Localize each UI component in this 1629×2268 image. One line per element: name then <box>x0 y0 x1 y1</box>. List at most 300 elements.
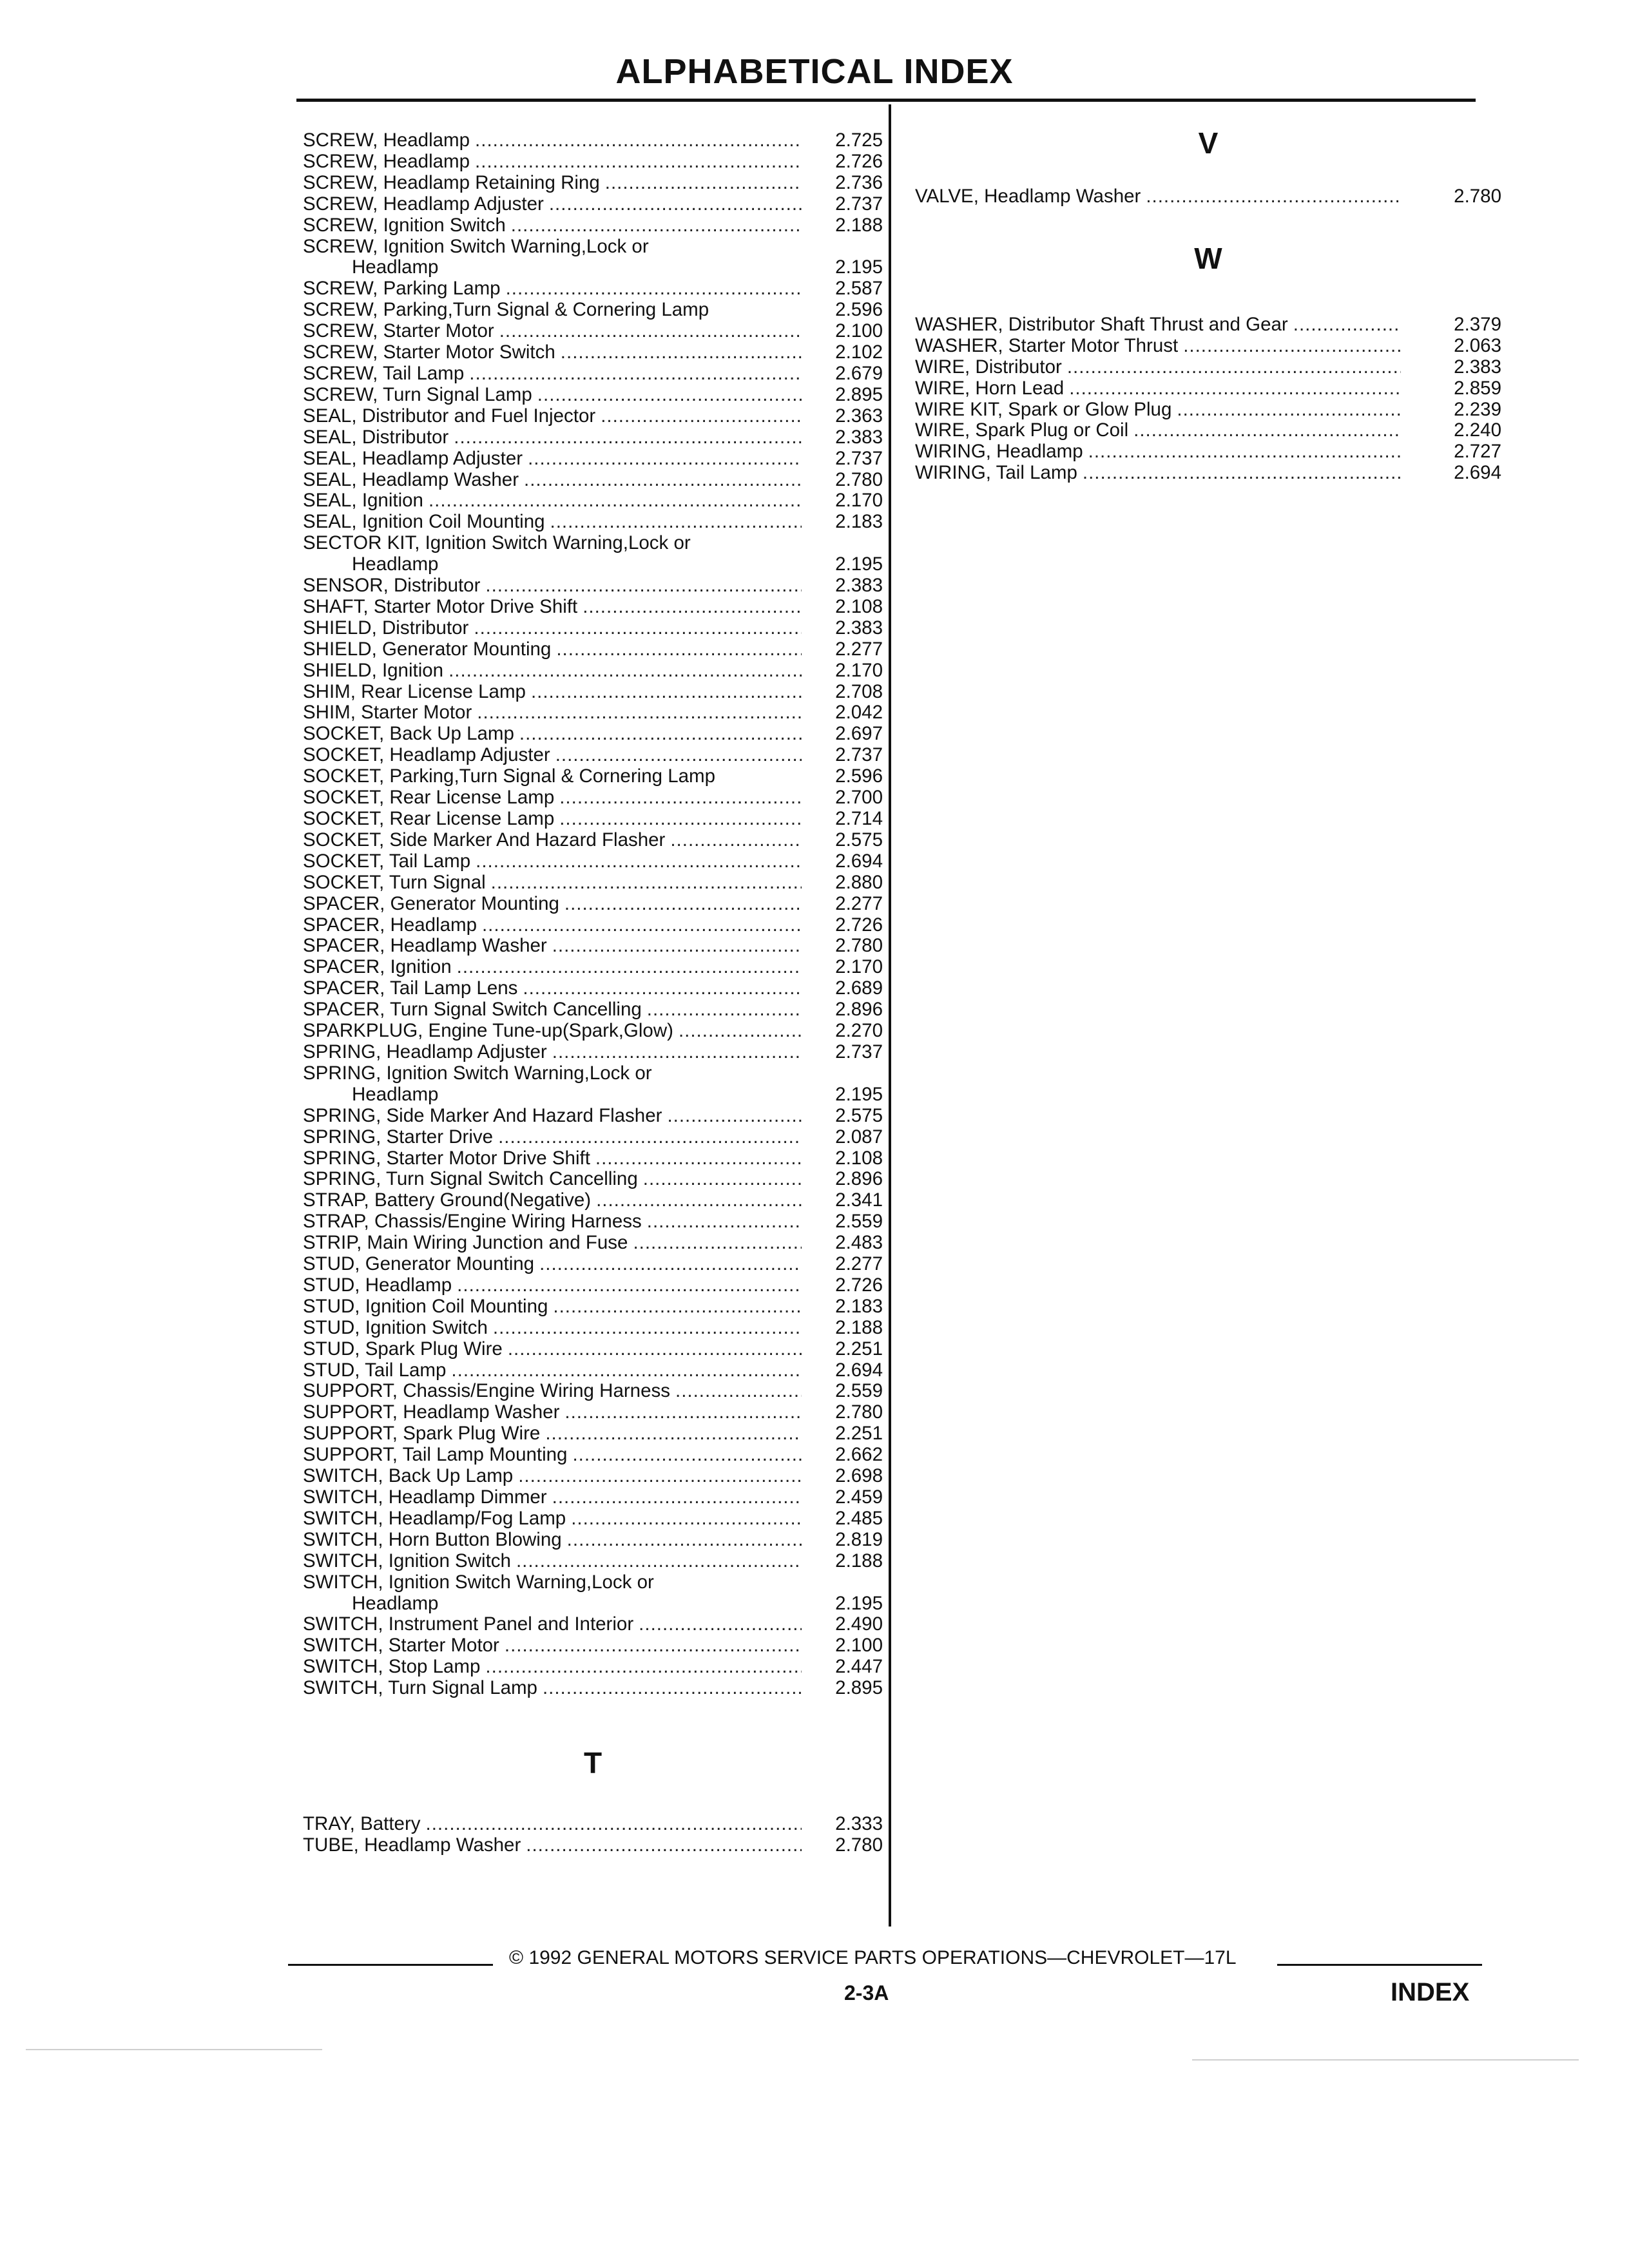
leader-dots <box>448 660 802 682</box>
entry-page: 2.880 <box>835 871 883 893</box>
entry-page: 2.587 <box>835 278 883 300</box>
entry-text: SHIM, Rear License Lamp <box>303 681 526 702</box>
entry-page: 2.108 <box>835 1147 883 1169</box>
entry-page: 2.737 <box>835 1041 883 1062</box>
entry-text: STRIP, Main Wiring Junction and Fuse <box>303 1233 628 1254</box>
entry-page: 2.694 <box>1454 462 1501 484</box>
entry-page: 2.559 <box>835 1211 883 1233</box>
leader-dots <box>474 618 802 639</box>
entry-text: SHIELD, Generator Mounting <box>303 639 552 660</box>
entry-text: SECTOR KIT, Ignition Switch Warning,Lock or <box>303 532 691 554</box>
leader-dots <box>667 1106 802 1127</box>
index-entry <box>303 618 883 639</box>
leader-dots <box>1177 399 1401 421</box>
entry-text-continued: Headlamp <box>352 257 439 278</box>
right-index-column <box>915 126 1501 484</box>
entry-page: 2.662 <box>835 1444 883 1466</box>
index-entry <box>303 957 883 978</box>
entry-page: 2.725 <box>835 130 883 151</box>
footer-rule-right <box>1277 1964 1482 1966</box>
entry-page: 2.270 <box>835 1020 883 1042</box>
index-entry <box>303 1614 883 1635</box>
t-entry-list <box>303 1814 883 1856</box>
index-entry <box>303 1508 883 1530</box>
entry-text: TRAY, Battery <box>303 1814 421 1835</box>
index-entry <box>303 1530 883 1551</box>
index-entry <box>303 1042 883 1063</box>
leader-dots <box>595 1148 802 1169</box>
index-entry <box>303 385 883 406</box>
index-entry <box>303 915 883 936</box>
leader-dots <box>1293 314 1401 336</box>
entry-page: 2.188 <box>835 1550 883 1571</box>
leader-dots <box>454 427 802 448</box>
entry-page: 2.737 <box>835 193 883 215</box>
leader-dots <box>647 1211 802 1233</box>
entry-text: SCREW, Headlamp <box>303 151 470 172</box>
leader-dots <box>550 512 802 533</box>
left-index-column <box>303 130 883 1856</box>
entry-page: 2.726 <box>835 1274 883 1296</box>
footer-copyright: © 1992 GENERAL MOTORS SERVICE PARTS OPERATIONS—CHEVROLET—17L <box>509 1947 1237 1968</box>
entry-page: 2.559 <box>835 1380 883 1402</box>
index-entry <box>303 639 883 660</box>
entry-page: 2.708 <box>835 680 883 702</box>
entry-text: SCREW, Starter Motor <box>303 321 494 342</box>
index-entry <box>303 342 883 363</box>
entry-page: 2.726 <box>835 150 883 172</box>
index-entry <box>303 1106 883 1127</box>
entry-page: 2.859 <box>1454 377 1501 399</box>
index-entry <box>915 420 1501 441</box>
index-entry <box>303 1551 883 1572</box>
entry-text: SOCKET, Headlamp Adjuster <box>303 745 550 766</box>
entry-text: STUD, Spark Plug Wire <box>303 1338 503 1360</box>
entry-page: 2.714 <box>835 808 883 829</box>
index-entry <box>303 1169 883 1190</box>
section-letter-t: T <box>583 1746 602 1780</box>
entry-text: SPACER, Headlamp <box>303 914 477 936</box>
entry-page: 2.383 <box>835 617 883 639</box>
entry-text-continued: Headlamp <box>352 554 439 575</box>
leader-dots <box>451 1360 802 1381</box>
entry-text: SPACER, Turn Signal Switch Cancelling <box>303 999 642 1021</box>
leader-dots <box>516 1551 802 1572</box>
index-entry <box>303 1487 883 1508</box>
leader-dots <box>670 830 802 851</box>
index-entry <box>303 1635 883 1657</box>
index-entry <box>303 448 883 470</box>
entry-text: SWITCH, Ignition Switch Warning,Lock or <box>303 1571 654 1593</box>
entry-page: 2.277 <box>835 892 883 914</box>
entry-page: 2.170 <box>835 490 883 512</box>
index-entry <box>303 1296 883 1318</box>
entry-text: SEAL, Headlamp Adjuster <box>303 448 523 469</box>
entry-page: 2.694 <box>835 850 883 872</box>
leader-dots <box>477 702 802 724</box>
leader-dots <box>539 1254 802 1275</box>
index-entry <box>303 321 883 342</box>
index-entry <box>303 1063 883 1106</box>
entry-text: SPRING, Turn Signal Switch Cancelling <box>303 1169 638 1190</box>
entry-text: SOCKET, Rear License Lamp <box>303 809 555 829</box>
entry-page: 2.895 <box>835 1677 883 1699</box>
entry-page: 2.100 <box>835 320 883 342</box>
leader-dots <box>1146 186 1401 207</box>
index-entry <box>303 936 883 957</box>
leader-dots <box>482 915 802 936</box>
entry-page: 2.596 <box>835 765 883 787</box>
index-entry <box>303 575 883 597</box>
entry-text: SWITCH, Instrument Panel and Interior <box>303 1614 634 1635</box>
entry-text: STUD, Tail Lamp <box>303 1360 447 1381</box>
entry-page: 2.383 <box>835 426 883 448</box>
entry-text: SPACER, Headlamp Washer <box>303 936 547 957</box>
entry-page: 2.727 <box>1454 441 1501 463</box>
entry-text: SUPPORT, Spark Plug Wire <box>303 1423 541 1445</box>
entry-page: 2.780 <box>835 468 883 490</box>
leader-dots <box>552 1042 802 1063</box>
index-entry <box>303 1275 883 1296</box>
index-entry <box>303 1835 883 1856</box>
index-entry <box>303 597 883 618</box>
index-entry <box>915 441 1501 463</box>
index-entry <box>303 851 883 872</box>
entry-page: 2.341 <box>835 1189 883 1211</box>
entry-page: 2.379 <box>1454 313 1501 335</box>
entry-text: SOCKET, Back Up Lamp <box>303 724 514 745</box>
index-entry <box>303 702 883 724</box>
entry-text: SCREW, Starter Motor Switch <box>303 342 555 363</box>
entry-text-continued: Headlamp <box>352 1084 439 1105</box>
index-entry <box>303 660 883 682</box>
index-entry <box>303 809 883 830</box>
leader-dots <box>524 470 802 491</box>
entry-text: SWITCH, Headlamp/Fog Lamp <box>303 1508 566 1529</box>
entry-page: 2.188 <box>835 1316 883 1338</box>
index-entry <box>915 186 1501 207</box>
leader-dots <box>639 1614 802 1635</box>
leader-dots <box>523 978 802 999</box>
leader-dots <box>596 1190 802 1211</box>
entry-text: SOCKET, Turn Signal <box>303 872 486 893</box>
entry-text: SUPPORT, Headlamp Washer <box>303 1402 560 1423</box>
entry-text: SOCKET, Tail Lamp <box>303 850 471 872</box>
entry-page: 2.063 <box>1454 334 1501 356</box>
entry-page: 2.108 <box>835 595 883 617</box>
index-entry <box>303 1814 883 1835</box>
w-entry-list <box>915 314 1501 484</box>
entry-page: 2.277 <box>835 638 883 660</box>
entry-page: 2.447 <box>835 1656 883 1678</box>
leader-dots <box>543 1678 802 1699</box>
index-entry <box>915 399 1501 421</box>
leader-dots <box>675 1381 802 1402</box>
leader-dots <box>1067 357 1401 378</box>
entry-text: SCREW, Tail Lamp <box>303 363 465 384</box>
entry-text: SWITCH, Headlamp Dimmer <box>303 1487 547 1508</box>
entry-text: SOCKET, Parking,Turn Signal & Cornering Lamp <box>303 766 715 787</box>
entry-page: 2.483 <box>835 1232 883 1254</box>
leader-dots <box>559 809 802 830</box>
entry-text: SEAL, Distributor and Fuel Injector <box>303 405 596 427</box>
index-entry <box>303 872 883 894</box>
leader-dots <box>647 999 802 1021</box>
leader-dots <box>537 385 802 406</box>
entry-text: SPARKPLUG, Engine Tune-up(Spark,Glow) <box>303 1021 673 1042</box>
entry-text: SCREW, Turn Signal Lamp <box>303 384 532 405</box>
entry-text: SUPPORT, Chassis/Engine Wiring Harness <box>303 1381 670 1402</box>
entry-page: 2.100 <box>835 1635 883 1657</box>
index-entry <box>915 378 1501 399</box>
index-entry <box>303 300 883 321</box>
entry-text: WASHER, Distributor Shaft Thrust and Gear <box>915 314 1288 335</box>
leader-dots <box>429 490 802 512</box>
entry-page: 2.333 <box>835 1813 883 1835</box>
footer-section-label: INDEX <box>1391 1978 1470 2006</box>
entry-page: 2.383 <box>835 575 883 597</box>
entry-text: SOCKET, Side Marker And Hazard Flasher <box>303 829 666 850</box>
entry-text: WIRE, Spark Plug or Coil <box>915 420 1129 441</box>
entry-text: STUD, Ignition Switch <box>303 1317 488 1338</box>
entry-text: SOCKET, Rear License Lamp <box>303 787 555 809</box>
leader-dots <box>476 851 802 872</box>
entry-text: SENSOR, Distributor <box>303 575 481 597</box>
index-entry <box>303 1339 883 1360</box>
entry-page: 2.459 <box>835 1486 883 1508</box>
entry-page: 2.575 <box>835 1104 883 1126</box>
entry-page: 2.698 <box>835 1465 883 1487</box>
leader-dots <box>499 321 802 342</box>
index-entry <box>303 1402 883 1423</box>
index-entry <box>303 1190 883 1211</box>
entry-text: WIRE KIT, Spark or Glow Plug <box>915 399 1172 420</box>
entry-text: SEAL, Headlamp Washer <box>303 469 519 490</box>
index-entry <box>303 1678 883 1699</box>
entry-text-continued: Headlamp <box>352 1593 439 1614</box>
leader-dots <box>1069 378 1401 399</box>
entry-page: 2.087 <box>835 1126 883 1148</box>
index-entry <box>303 1445 883 1466</box>
index-entry <box>303 1211 883 1233</box>
leader-dots <box>561 342 802 363</box>
entry-text: SCREW, Ignition Switch Warning,Lock or <box>303 235 649 257</box>
entry-page: 2.689 <box>835 977 883 999</box>
index-entry <box>303 999 883 1021</box>
index-entry <box>303 490 883 512</box>
entry-page: 2.694 <box>835 1359 883 1381</box>
entry-text: SHIELD, Distributor <box>303 617 469 639</box>
leader-dots <box>553 1296 802 1318</box>
entry-text: SHIM, Starter Motor <box>303 702 472 724</box>
leader-dots <box>457 957 802 978</box>
index-entry <box>915 336 1501 357</box>
entry-text: SPRING, Starter Motor Drive Shift <box>303 1148 590 1169</box>
footer-rule-left <box>288 1964 493 1966</box>
leader-dots <box>572 1445 802 1466</box>
entry-page: 2.737 <box>835 447 883 469</box>
entry-page: 2.575 <box>835 829 883 850</box>
leader-dots <box>564 1402 802 1423</box>
index-entry <box>303 194 883 215</box>
leader-dots <box>491 872 802 894</box>
leader-dots <box>552 936 802 957</box>
entry-page: 2.895 <box>835 383 883 405</box>
entry-page: 2.195 <box>835 1083 883 1105</box>
index-entry <box>303 1254 883 1275</box>
entry-page: 2.277 <box>835 1253 883 1275</box>
leader-dots <box>555 745 802 766</box>
entry-page: 2.596 <box>835 299 883 321</box>
section-letter-w: W <box>1194 241 1222 275</box>
leader-dots <box>567 1530 802 1551</box>
leader-dots <box>485 1657 802 1678</box>
entry-text: SEAL, Distributor <box>303 427 449 448</box>
index-entry <box>303 1148 883 1169</box>
entry-text: SPACER, Generator Mounting <box>303 893 559 914</box>
entry-page: 2.195 <box>835 256 883 278</box>
entry-text: SCREW, Headlamp Adjuster <box>303 193 544 215</box>
entry-text: WIRING, Headlamp <box>915 441 1083 463</box>
entry-text: SWITCH, Back Up Lamp <box>303 1466 514 1487</box>
footer-page-number: 2-3A <box>844 1981 889 2004</box>
entry-page: 2.251 <box>835 1338 883 1360</box>
entry-text: SHAFT, Starter Motor Drive Shift <box>303 596 578 617</box>
entry-text: STUD, Ignition Coil Mounting <box>303 1296 548 1317</box>
entry-page: 2.170 <box>835 956 883 978</box>
entry-text: SEAL, Ignition Coil Mounting <box>303 512 545 533</box>
entry-text: SUPPORT, Tail Lamp Mounting <box>303 1445 568 1466</box>
leader-dots <box>493 1318 802 1339</box>
entry-text: SCREW, Parking,Turn Signal & Cornering Lamp <box>303 300 709 321</box>
leader-dots <box>549 194 802 215</box>
entry-page: 2.383 <box>1454 356 1501 378</box>
entry-text: SHIELD, Ignition <box>303 660 444 681</box>
entry-page: 2.195 <box>835 553 883 575</box>
leader-dots <box>1183 336 1401 357</box>
index-entry <box>915 357 1501 378</box>
leader-dots <box>485 575 802 597</box>
leader-dots <box>1088 441 1401 463</box>
index-entry <box>303 1021 883 1042</box>
entry-page: 2.896 <box>835 999 883 1021</box>
index-entry <box>303 894 883 915</box>
index-entry <box>303 766 883 787</box>
entry-page: 2.736 <box>835 171 883 193</box>
leader-dots <box>469 363 802 385</box>
index-entry <box>303 278 883 300</box>
entry-text: SPACER, Tail Lamp Lens <box>303 978 518 999</box>
entry-page: 2.737 <box>835 744 883 766</box>
scan-artifact <box>1192 2059 1579 2061</box>
entry-text: SEAL, Ignition <box>303 490 423 512</box>
index-entry <box>303 236 883 279</box>
leader-dots <box>545 1423 802 1445</box>
index-entry <box>303 512 883 533</box>
entry-page: 2.485 <box>835 1507 883 1529</box>
index-entry <box>303 787 883 809</box>
leader-dots <box>526 1835 802 1856</box>
index-entry <box>915 314 1501 336</box>
entry-text: SCREW, Parking Lamp <box>303 278 501 300</box>
entry-text: SPACER, Ignition <box>303 957 452 978</box>
column-divider <box>889 104 891 1927</box>
entry-text: WASHER, Starter Motor Thrust <box>915 335 1179 356</box>
entry-page: 2.780 <box>835 1834 883 1856</box>
entry-text: SWITCH, Stop Lamp <box>303 1657 481 1678</box>
entry-text: SCREW, Headlamp <box>303 130 470 151</box>
index-entry <box>303 470 883 491</box>
index-entry <box>303 1423 883 1445</box>
leader-dots <box>556 639 802 660</box>
entry-text: WIRE, Horn Lead <box>915 378 1065 399</box>
leader-dots <box>457 1275 802 1296</box>
entry-text: TUBE, Headlamp Washer <box>303 1834 521 1856</box>
entry-page: 2.780 <box>1454 186 1501 207</box>
entry-text: SPRING, Side Marker And Hazard Flasher <box>303 1105 662 1126</box>
leader-dots <box>531 682 802 703</box>
entry-text: SWITCH, Ignition Switch <box>303 1550 511 1571</box>
entry-page: 2.239 <box>1454 398 1501 420</box>
entry-text: SCREW, Ignition Switch <box>303 215 506 236</box>
entry-text: STUD, Headlamp <box>303 1274 452 1296</box>
leader-dots <box>1133 420 1401 441</box>
entry-page: 2.490 <box>835 1613 883 1635</box>
leader-dots <box>679 1021 802 1042</box>
entry-text: WIRING, Tail Lamp <box>915 463 1077 484</box>
leader-dots <box>475 151 802 173</box>
index-entry <box>303 363 883 385</box>
leader-dots <box>571 1508 802 1530</box>
index-entry <box>303 682 883 703</box>
v-entry-list <box>915 186 1501 207</box>
index-entry <box>303 1657 883 1678</box>
entry-page: 2.896 <box>835 1168 883 1190</box>
entry-page: 2.240 <box>1454 419 1501 441</box>
header-rule <box>296 99 1476 102</box>
index-entry <box>303 1572 883 1615</box>
section-letter-v: V <box>1198 126 1219 160</box>
index-entry <box>303 830 883 851</box>
entry-text: SWITCH, Horn Button Blowing <box>303 1529 562 1550</box>
entry-text: SPRING, Headlamp Adjuster <box>303 1041 547 1062</box>
left-entry-list <box>303 130 883 1699</box>
leader-dots <box>508 1339 802 1360</box>
index-entry <box>303 215 883 236</box>
leader-dots <box>475 130 802 151</box>
leader-dots <box>511 215 802 236</box>
entry-page: 2.102 <box>835 341 883 363</box>
index-entry <box>303 745 883 766</box>
leader-dots <box>518 1466 802 1487</box>
leader-dots <box>498 1127 802 1148</box>
leader-dots <box>643 1169 802 1190</box>
entry-page: 2.819 <box>835 1528 883 1550</box>
index-entry <box>303 1360 883 1381</box>
page-title: ALPHABETICAL INDEX <box>615 52 1014 91</box>
leader-dots <box>601 406 802 427</box>
entry-page: 2.679 <box>835 362 883 384</box>
leader-dots <box>528 448 802 470</box>
entry-text: STUD, Generator Mounting <box>303 1254 535 1275</box>
entry-page: 2.195 <box>835 1592 883 1614</box>
entry-text: SWITCH, Starter Motor <box>303 1635 499 1657</box>
leader-dots <box>552 1487 802 1508</box>
index-entry <box>303 1233 883 1254</box>
entry-text: STRAP, Battery Ground(Negative) <box>303 1190 592 1211</box>
leader-dots <box>505 1635 802 1657</box>
leader-dots <box>426 1814 802 1835</box>
